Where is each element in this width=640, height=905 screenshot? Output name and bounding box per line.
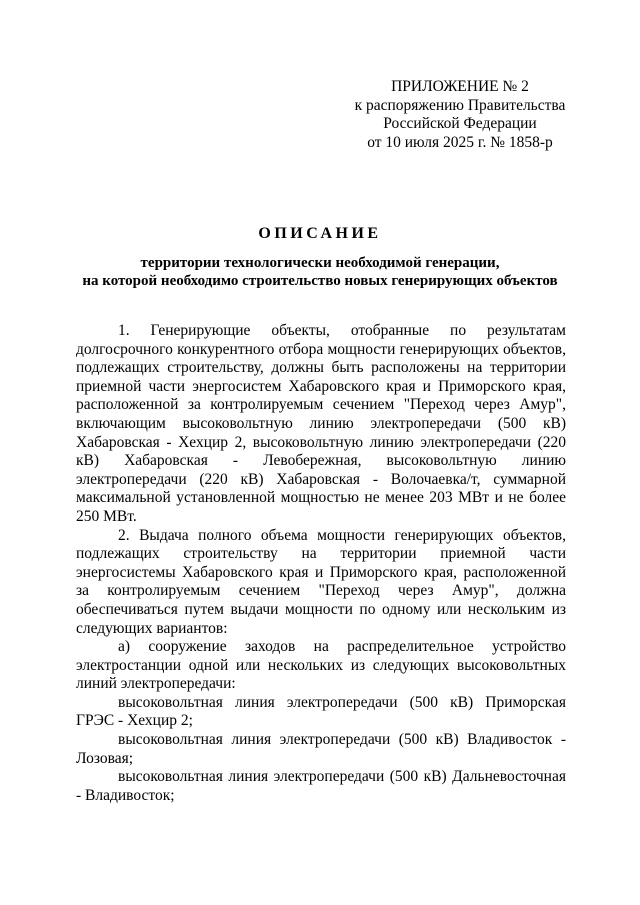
appendix-order-ref: к распоряжению Правительства	[354, 96, 566, 114]
subtitle-line-1: территории технологически необходимой генерации,	[140, 255, 500, 271]
paragraph-2a: а) сооружение заходов на распределительное устройство электростанции одной или нескольких из следующих высоковольтных линий электропередачи:	[76, 638, 566, 693]
appendix-government: Российской Федерации	[383, 115, 537, 132]
subtitle-line-2: на которой необходимо строительство новых генерирующих объектов	[82, 273, 558, 289]
document-subtitle	[60, 254, 580, 290]
document-body	[76, 322, 566, 805]
paragraph-2: 2. Выдача полного объема мощности генерирующих объектов, подлежащих строительству на территории приемной части энергосистемы Хабаровского края и Приморского края, расположенной за контролируемым сечением "Переход через Амур", должна обеспечиваться путем выдачи мощности по одному или нескольким из следующих вариантов:	[76, 526, 566, 637]
list-item-line-2: высоковольтная линия электропередачи (500 кВ) Владивосток - Лозовая;	[76, 731, 566, 767]
appendix-number: ПРИЛОЖЕНИЕ № 2	[391, 78, 529, 95]
list-item-line-3: высоковольтная линия электропередачи (500 кВ) Дальневосточная - Владивосток;	[76, 768, 566, 804]
document-title: ОПИСАНИЕ	[258, 225, 382, 242]
list-item-line-1: высоковольтная линия электропередачи (500 кВ) Приморская ГРЭС - Хехцир 2;	[76, 693, 566, 730]
paragraph-1: 1. Генерирующие объекты, отобранные по результатам долгосрочного конкурентного отбора мощности генерирующих объектов, подлежащих строительству, должны быть расположены на территории приемной части энергосистем Хабаровского края и Приморского края, расположенной за контролируемым сечением "Переход через Амур", включающим высоковольтную линию электропередачи (500 кВ) Хабаровская - Хехцир 2, высоковольтную линию электропередачи (220 кВ) Хабаровская - Левобережная, высоковольтную линию электропередачи (220 кВ) Хабаровская - Волочаевка/т, суммарной максимальной установленной мощностью не менее 203 МВт и не более 250 МВт.	[76, 322, 566, 525]
appendix-date: от 10 июля 2025 г. № 1858-р	[367, 133, 553, 151]
appendix-header	[340, 78, 580, 152]
